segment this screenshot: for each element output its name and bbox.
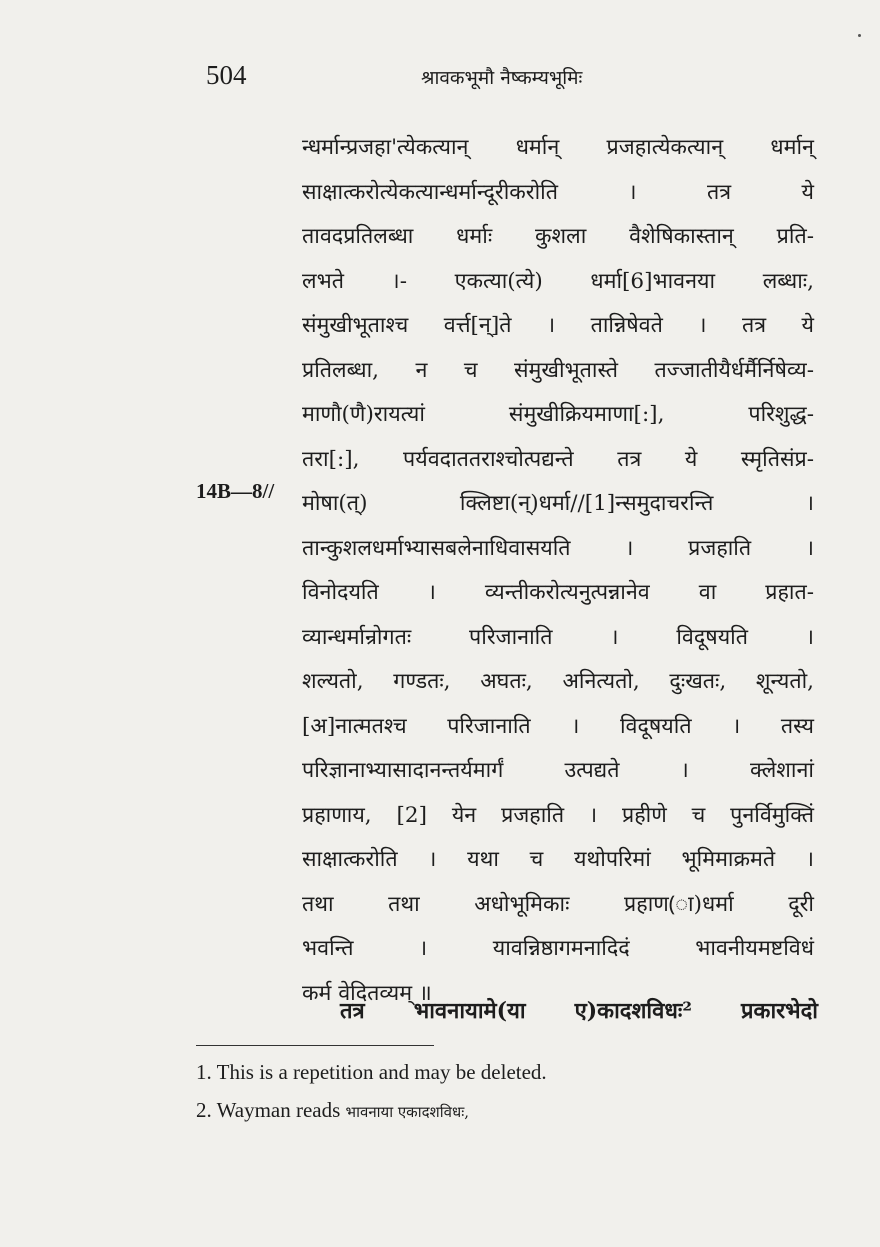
text-line: साक्षात्करोत्येकत्यान्धर्मान्दूरीकरोति । तत्र ये (302, 179, 814, 205)
text-line: [अ]नात्मतश्च परिजानाति । विदूषयति । तस्य (302, 713, 814, 739)
footnote-text: 2. Wayman reads (196, 1098, 341, 1122)
text-line: तावदप्रतिलब्धा धर्माः कुशला वैशेषिकास्तान् प्रति- (302, 224, 814, 249)
text-line: संमुखीभूताश्च वर्त्त[न्]ते । तान्निषेवते । तत्र ये (302, 313, 814, 338)
running-head: श्रावकभूमौ नैष्कम्यभूमिः (421, 67, 583, 89)
text-line: शल्यतो, गण्डतः, अघतः, अनित्यतो, दुःखतः, शून्यतो, (302, 669, 814, 694)
page-number: 504 (206, 60, 247, 90)
text-line: मोषा(त्) क्लिष्टा(न्)धर्मा//[1]न्समुदाचरन्ति । (302, 491, 814, 516)
text-line: विनोदयति । व्यन्तीकरोत्यनुत्पन्नानेव वा प्रहात- (302, 580, 814, 605)
text-line: परिज्ञानाभ्यासादानन्तर्यमार्गं उत्पद्यते । क्लेशानां (302, 758, 814, 783)
footnote-2 (196, 1091, 796, 1129)
section-heading: तत्र भावनायामे(या ए)कादशविधः² प्रकारभेदो (340, 998, 818, 1024)
text-line: साक्षात्करोति । यथा च यथोपरिमां भूमिमाक्रमते । (302, 847, 814, 872)
scan-speck (858, 34, 861, 37)
footnotes (196, 1053, 796, 1129)
text-line: न्धर्मान्प्रजहा'त्येकत्यान् धर्मान् प्रजहात्येकत्यान् धर्मान् (302, 135, 814, 160)
text-line: व्यान्धर्मान्रोगतः परिजानाति । विदूषयति । (302, 624, 814, 650)
footnote-text: 1. This is a repetition and may be deleted. (196, 1060, 547, 1084)
footnote-devanagari: भावनाया एकादशविधः, (345, 1103, 469, 1121)
text-line: तान्कुशलधर्माभ्यासबलेनाधिवासयति । प्रजहाति । (302, 535, 814, 561)
page-header (196, 60, 816, 100)
footnote-divider (196, 1045, 434, 1046)
text-line: प्रहाणाय, [2] येन प्रजहाति । प्रहीणे च पुनर्विमुक्तिं (302, 802, 814, 828)
text-line: माणौ(णै)रायत्यां संमुखीक्रियमाणा[:], परिशुद्ध- (302, 402, 814, 427)
text-line: तथा तथा अधोभूमिकाः प्रहाण(ा)धर्मा दूरी (302, 891, 814, 917)
text-line: प्रतिलब्धा, न च संमुखीभूतास्ते तज्जातीयैर्धर्मैर्निषेव्य- (302, 357, 814, 383)
text-line: लभते ।- एकत्या(त्ये) धर्मा[6]भावनया लब्धाः, (302, 268, 814, 294)
text-line: तरा[:], पर्यवदाततराश्चोत्पद्यन्ते तत्र ये स्मृतिसंप्र- (302, 446, 814, 472)
body-text (302, 126, 814, 1016)
text-line: कर्म वेदितव्यम् ॥ (302, 980, 432, 1006)
manuscript-folio-reference: 14B—8// (196, 479, 275, 503)
text-line: भवन्ति । यावन्निष्ठागमनादिदं भावनीयमष्टविधं (302, 936, 814, 961)
footnote-1 (196, 1053, 796, 1091)
